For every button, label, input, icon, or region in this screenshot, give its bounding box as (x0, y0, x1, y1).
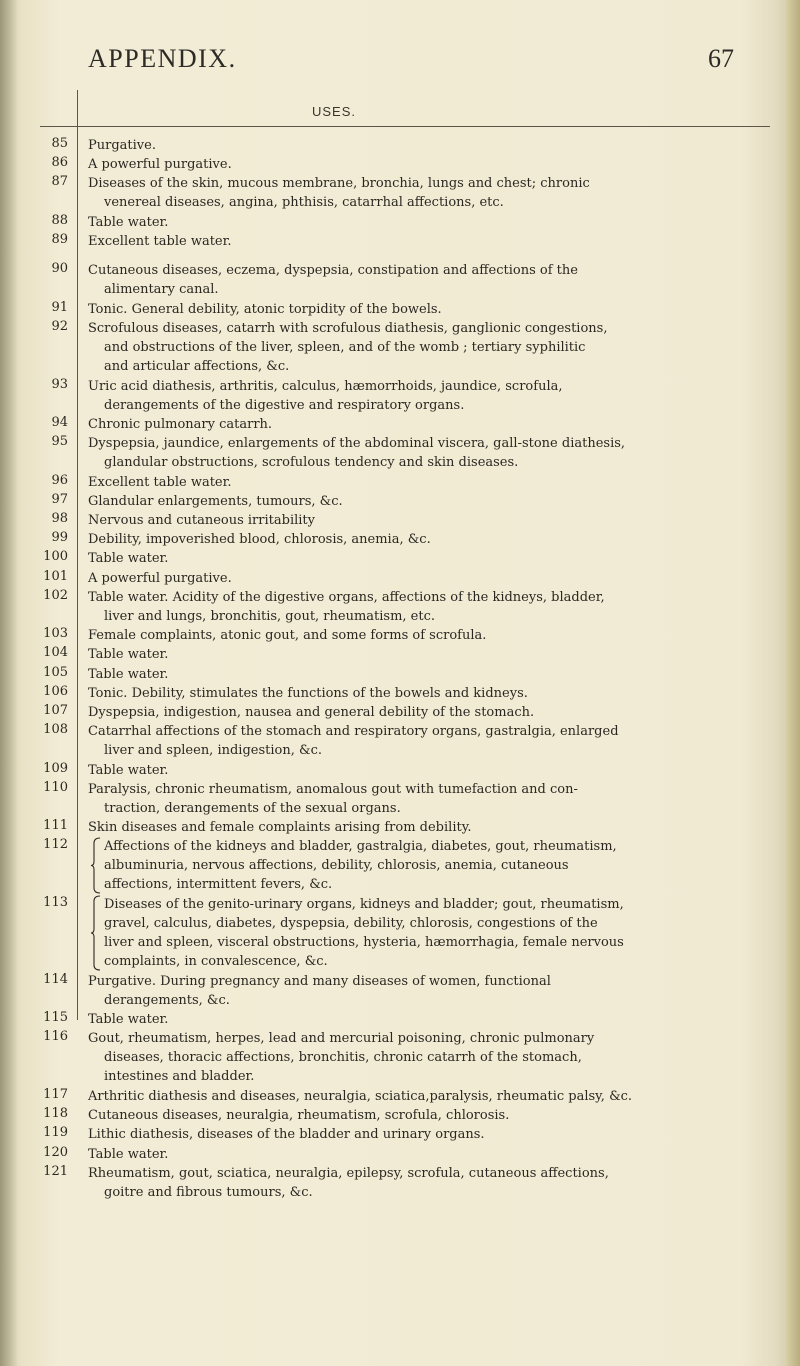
row-number: 120 (43, 1144, 68, 1160)
text-line: Table water. (88, 214, 169, 230)
text-line: derangements of the digestive and respiratory organs. (104, 397, 465, 413)
row-uses (88, 530, 738, 549)
row-number: 107 (43, 703, 68, 719)
text-line: A powerful purgative. (88, 157, 232, 173)
row-uses (88, 1164, 738, 1202)
text-line: Lithic diathesis, diseases of the bladder and urinary organs. (88, 1127, 485, 1143)
row-uses (88, 665, 738, 684)
text-line: liver and spleen, visceral obstructions, hysteria, hæmorrhagia, female nervous (104, 935, 624, 951)
row-uses (88, 511, 738, 530)
row-uses (88, 1106, 738, 1125)
text-line: Gout, rheumatism, herpes, lead and mercurial poisoning, chronic pulmonary (88, 1031, 595, 1047)
row-uses (88, 972, 738, 1010)
running-header (88, 44, 734, 84)
text-line: Table water. (88, 647, 169, 663)
text-line: Excellent table water. (88, 474, 232, 490)
row-number: 101 (43, 568, 68, 584)
row-uses (88, 136, 738, 155)
row-number: 95 (51, 434, 68, 450)
row-uses (88, 1010, 738, 1029)
text-line: derangements, &c. (104, 992, 230, 1008)
text-line: albuminuria, nervous affections, debility, chlorosis, anemia, cutaneous (104, 858, 569, 874)
row-number: 102 (43, 587, 68, 603)
text-line: Excellent table water. (88, 234, 232, 249)
row-number: 91 (51, 299, 68, 315)
text-line: A powerful purgative. (88, 570, 232, 586)
row-number: 103 (43, 626, 68, 642)
text-line: Table water. (88, 1146, 169, 1162)
row-number: 118 (43, 1106, 68, 1122)
row-number: 98 (51, 511, 68, 527)
row-uses (88, 300, 738, 319)
text-line: complaints, in convalescence, &c. (104, 954, 328, 970)
row-number: 87 (51, 174, 68, 190)
text-line: glandular obstructions, scrofulous tendency and skin diseases. (104, 455, 519, 471)
text-line: Nervous and cutaneous irritability (88, 513, 315, 529)
row-uses (88, 588, 738, 626)
row-number: 104 (43, 645, 68, 661)
row-number: 88 (51, 212, 68, 228)
row-number: 114 (43, 971, 68, 987)
row-uses (88, 1029, 738, 1086)
page-number: 67 (708, 44, 734, 73)
text-line: liver and spleen, indigestion, &c. (104, 743, 322, 759)
text-line: Tonic. General debility, atonic torpidity of the bowels. (88, 301, 442, 317)
row-uses (88, 818, 738, 837)
row-number: 100 (43, 549, 68, 565)
row-uses (88, 1125, 738, 1144)
row-number: 111 (43, 818, 68, 834)
text-line: venereal diseases, angina, phthisis, catarrhal affections, etc. (104, 195, 504, 211)
text-line: Table water. (88, 666, 169, 682)
row-uses (88, 261, 738, 299)
text-line: Uric acid diathesis, arthritis, calculus, hæmorrhoids, jaundice, scrofula, (88, 378, 563, 394)
text-line: Scrofulous diseases, catarrh with scrofulous diathesis, ganglionic congestions, (88, 321, 608, 337)
row-uses (88, 703, 738, 722)
table-rule-vertical (77, 90, 78, 1020)
text-line: Table water. (88, 762, 169, 778)
row-uses (88, 569, 738, 588)
text-line: goitre and fibrous tumours, &c. (104, 1184, 313, 1200)
text-line: Affections of the kidneys and bladder, gastralgia, diabetes, gout, rheumatism, (104, 839, 617, 855)
row-uses (88, 761, 738, 780)
text-line: Dyspepsia, indigestion, nausea and general debility of the stomach. (88, 705, 535, 721)
text-line: affections, intermittent fevers, &c. (104, 877, 333, 893)
text-line: liver and lungs, bronchitis, gout, rheumatism, etc. (104, 608, 436, 624)
row-number: 94 (51, 415, 68, 431)
row-number: 97 (51, 491, 68, 507)
row-uses (88, 626, 738, 645)
text-line: alimentary canal. (104, 282, 219, 298)
row-number: 108 (43, 722, 68, 738)
row-number: 113 (43, 895, 68, 911)
text-line: Paralysis, chronic rheumatism, anomalous gout with tumefaction and con- (88, 781, 578, 797)
row-number: 117 (43, 1087, 68, 1103)
row-number: 96 (51, 472, 68, 488)
row-number: 85 (51, 136, 68, 151)
text-line: and articular affections, &c. (104, 359, 290, 375)
row-uses (88, 1145, 738, 1164)
text-line: Cutaneous diseases, eczema, dyspepsia, constipation and affections of the (88, 263, 578, 279)
column-heading: USES. (312, 104, 357, 119)
text-line: Cutaneous diseases, neuralgia, rheumatism, scrofula, chlorosis. (88, 1108, 510, 1124)
row-number: 121 (43, 1163, 68, 1179)
text-line: Debility, impoverished blood, chlorosis, anemia, &c. (88, 532, 431, 548)
row-uses (104, 837, 754, 894)
row-uses (88, 722, 738, 760)
text-line: Diseases of the skin, mucous membrane, bronchia, lungs and chest; chronic (88, 176, 590, 192)
text-line: Arthritic diathesis and diseases, neuralgia, sciatica,paralysis, rheumatic palsy, &c. (88, 1089, 633, 1105)
header-title: APPENDIX. (88, 44, 237, 73)
text-line: Tonic. Debility, stimulates the functions of the bowels and kidneys. (88, 685, 528, 701)
text-line: Diseases of the genito-urinary organs, kidneys and bladder; gout, rheumatism, (104, 897, 624, 913)
row-uses (88, 174, 738, 212)
row-number: 92 (51, 319, 68, 335)
row-number: 109 (43, 760, 68, 776)
text-line: Chronic pulmonary catarrh. (88, 417, 273, 433)
text-line: traction, derangements of the sexual organs. (104, 800, 401, 816)
row-uses (88, 434, 738, 472)
row-uses (88, 492, 738, 511)
row-uses (88, 213, 738, 232)
text-line: Table water. Acidity of the digestive organs, affections of the kidneys, bladder, (88, 589, 605, 605)
row-number: 93 (51, 376, 68, 392)
text-line: Rheumatism, gout, sciatica, neuralgia, epilepsy, scrofula, cutaneous affections, (88, 1165, 609, 1181)
text-line: Table water. (88, 1012, 169, 1028)
row-number: 110 (43, 779, 68, 795)
row-number: 90 (51, 261, 68, 277)
row-number: 106 (43, 683, 68, 699)
row-number: 105 (43, 664, 68, 680)
row-uses (104, 895, 754, 971)
text-line: Purgative. During pregnancy and many diseases of women, functional (88, 973, 551, 989)
row-number: 116 (43, 1029, 68, 1045)
text-line: Catarrhal affections of the stomach and respiratory organs, gastralgia, enlarged (88, 724, 619, 740)
row-number: 115 (43, 1010, 68, 1026)
row-number: 86 (51, 155, 68, 171)
row-uses (88, 780, 738, 818)
row-uses (88, 1087, 738, 1106)
row-uses (88, 684, 738, 703)
brace-bracket (90, 837, 102, 894)
text-line: Glandular enlargements, tumours, &c. (88, 493, 343, 509)
text-line: gravel, calculus, diabetes, dyspepsia, debility, chlorosis, congestions of the (104, 916, 598, 932)
row-uses (88, 645, 738, 664)
row-uses (88, 473, 738, 492)
row-uses (88, 319, 738, 376)
text-line: and obstructions of the liver, spleen, and of the womb ; tertiary syphilitic (104, 340, 586, 356)
row-uses (88, 377, 738, 415)
text-line: Table water. (88, 551, 169, 567)
row-number: 89 (51, 232, 68, 247)
text-line: diseases, thoracic affections, bronchitis, chronic catarrh of the stomach, (104, 1050, 582, 1066)
row-uses (88, 415, 738, 434)
text-line: Dyspepsia, jaundice, enlargements of the abdominal viscera, gall-stone diathesis, (88, 436, 626, 452)
text-line: intestines and bladder. (104, 1069, 255, 1085)
page-edge (786, 0, 800, 1366)
row-number: 119 (43, 1125, 68, 1141)
text-line: Female complaints, atonic gout, and some forms of scrofula. (88, 628, 487, 644)
text-line: Skin diseases and female complaints arising from debility. (88, 820, 472, 836)
text-line: Purgative. (88, 138, 156, 153)
table-rule-horizontal (40, 126, 770, 127)
row-uses (88, 155, 738, 174)
binding-shadow (0, 0, 18, 1366)
row-uses (88, 232, 738, 251)
row-number: 99 (51, 530, 68, 546)
brace-bracket (90, 895, 102, 971)
row-number: 112 (43, 837, 68, 853)
row-uses (88, 549, 738, 568)
